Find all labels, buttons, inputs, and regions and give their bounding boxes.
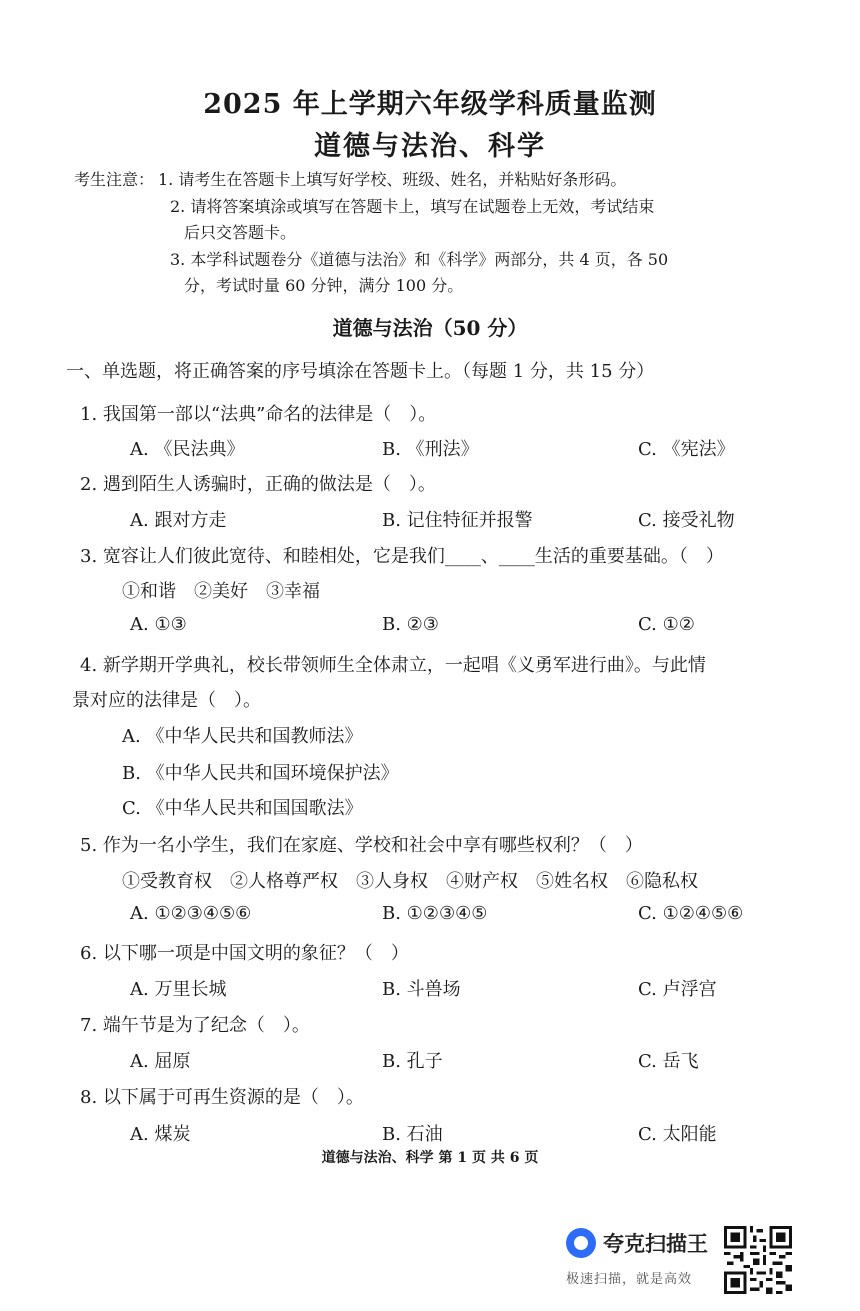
question-4-line-2: 景对应的法律是（ ）。 [72, 690, 261, 711]
notice-line-2a: 2. 请将答案填涂或填写在答题卡上，填写在试题卷上无效，考试结束 [170, 197, 655, 216]
page-footer: 道德与法治、科学 第 1 页 共 6 页 [321, 1150, 539, 1166]
q6-option-b: B. 斗兽场 [382, 979, 461, 1000]
q8-option-c: C. 太阳能 [638, 1124, 717, 1145]
q2-option-a: A. 跟对方走 [130, 510, 227, 531]
q1-option-c: C. 《宪法》 [638, 439, 735, 460]
q7-option-a: A. 屈原 [130, 1051, 191, 1072]
q7-option-c: C. 岳飞 [638, 1051, 699, 1072]
q5-items: ①受教育权 ②人格尊严权 ③人身权 ④财产权 ⑤姓名权 ⑥隐私权 [122, 871, 698, 892]
question-4-line-1: 4. 新学期开学典礼，校长带领师生全体肃立，一起唱《义勇军进行曲》。与此情 [80, 655, 706, 676]
scanner-brand [566, 1228, 708, 1258]
q4-option-b: B. 《中华人民共和国环境保护法》 [122, 763, 399, 784]
question-8: 8. 以下属于可再生资源的是（ ）。 [80, 1087, 364, 1108]
q3-option-b: B. ②③ [382, 614, 439, 635]
q3-option-c: C. ①② [638, 614, 695, 635]
question-6: 6. 以下哪一项是中国文明的象征？（ ） [80, 943, 409, 964]
question-7: 7. 端午节是为了纪念（ ）。 [80, 1015, 310, 1036]
q5-option-c: C. ①②④⑤⑥ [638, 903, 744, 924]
q6-option-a: A. 万里长城 [130, 979, 227, 1000]
notice-line-1: 1. 请考生在答题卡上填写好学校、班级、姓名，并粘贴好条形码。 [158, 170, 627, 189]
q2-option-c: C. 接受礼物 [638, 510, 735, 531]
exam-title: 2025 年上学期六年级学科质量监测 [203, 89, 657, 120]
notice-line-3b: 分，考试时量 60 分钟，满分 100 分。 [184, 276, 464, 295]
section-title: 道德与法治（50 分） [332, 316, 528, 340]
q3-option-a: A. ①③ [130, 614, 187, 635]
q6-option-c: C. 卢浮宫 [638, 979, 717, 1000]
q3-items: ①和谐 ②美好 ③幸福 [122, 581, 320, 602]
question-1: 1. 我国第一部以“法典”命名的法律是（ ）。 [80, 404, 437, 425]
notice-line-2b: 后只交答题卡。 [184, 223, 297, 242]
qr-code-icon [724, 1226, 792, 1294]
scanner-brand-name: 夸克扫描王 [603, 1232, 708, 1256]
q2-option-b: B. 记住特征并报警 [382, 510, 533, 531]
scanner-slogan: 极速扫描，就是高效 [566, 1272, 693, 1287]
q1-option-b: B. 《刑法》 [382, 439, 479, 460]
notice-line-3a: 3. 本学科试题卷分《道德与法治》和《科学》两部分，共 4 页，各 50 [170, 250, 669, 269]
q7-option-b: B. 孔子 [382, 1051, 443, 1072]
exam-subtitle: 道德与法治、科学 [314, 131, 546, 162]
q5-option-b: B. ①②③④⑤ [382, 903, 488, 924]
question-3: 3. 宽容让人们彼此宽待、和睦相处，它是我们____、____生活的重要基础。（ ） [80, 546, 724, 567]
q4-option-c: C. 《中华人民共和国国歌法》 [122, 798, 363, 819]
q5-option-a: A. ①②③④⑤⑥ [130, 903, 252, 924]
notice-label: 考生注意： [74, 170, 155, 189]
question-2: 2. 遇到陌生人诱骗时，正确的做法是（ ）。 [80, 474, 436, 495]
scanner-logo-icon [566, 1228, 596, 1258]
q1-option-a: A. 《民法典》 [130, 439, 245, 460]
part-heading: 一、单选题，将正确答案的序号填涂在答题卡上。（每题 1 分，共 15 分） [66, 361, 655, 382]
question-5: 5. 作为一名小学生，我们在家庭、学校和社会中享有哪些权利？（ ） [80, 835, 643, 856]
q4-option-a: A. 《中华人民共和国教师法》 [122, 726, 363, 747]
q8-option-b: B. 石油 [382, 1124, 443, 1145]
q8-option-a: A. 煤炭 [130, 1124, 191, 1145]
